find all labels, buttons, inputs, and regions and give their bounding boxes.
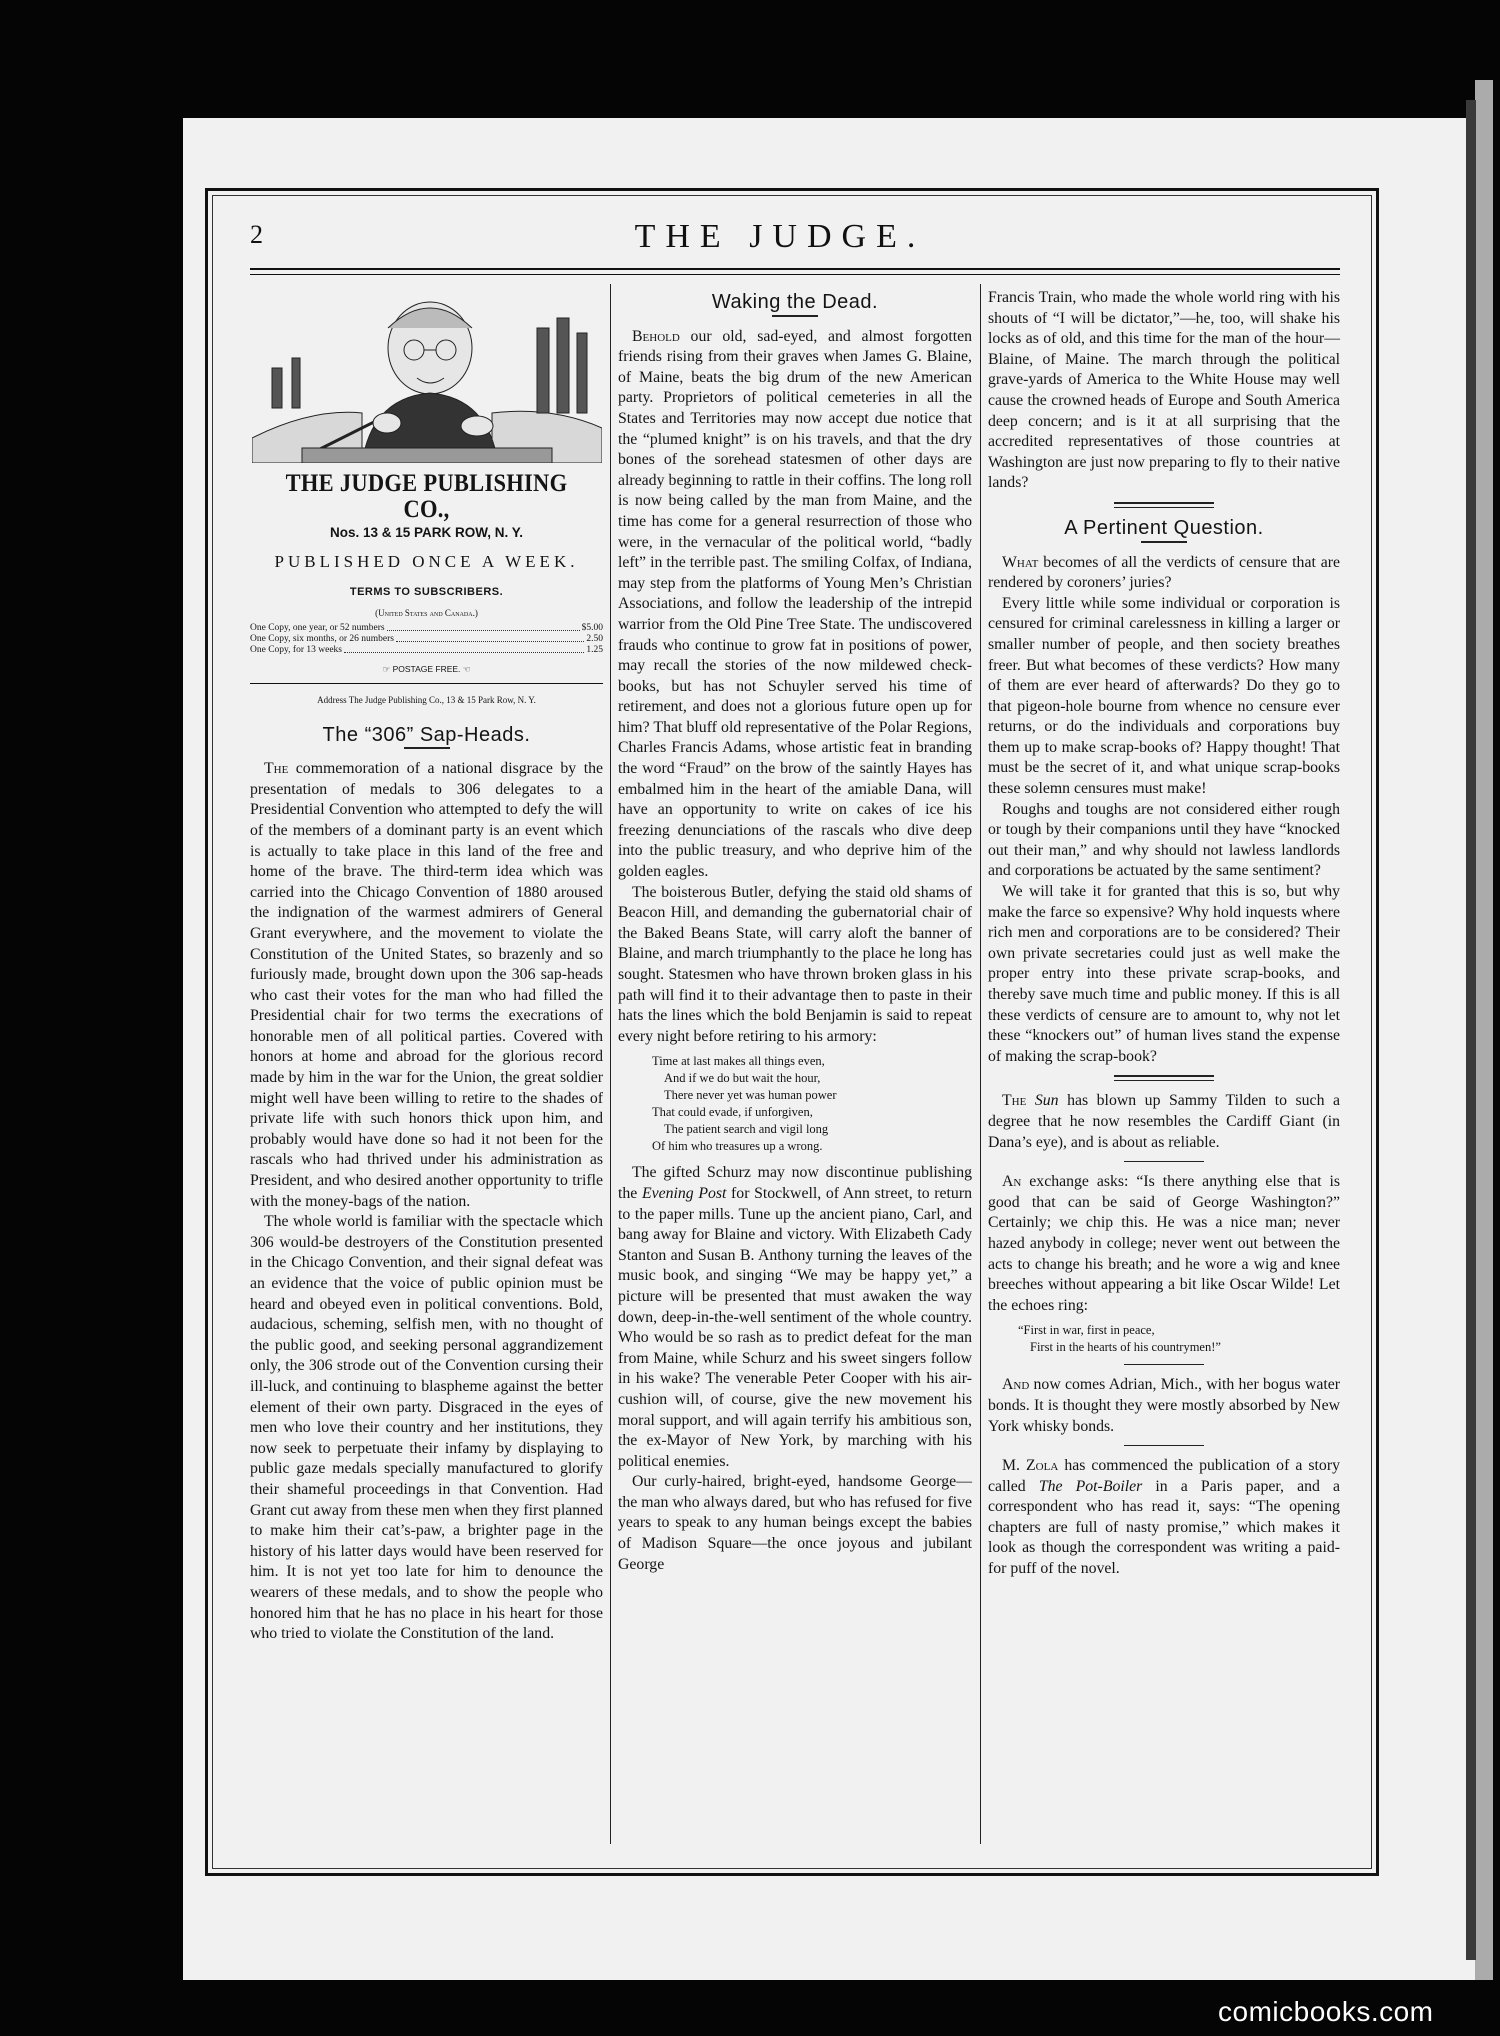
publisher-rule xyxy=(250,683,603,684)
column-3 xyxy=(988,288,1340,1580)
term-row xyxy=(250,623,603,634)
postage-notice: ☞ POSTAGE FREE. ☜ xyxy=(382,664,471,675)
term-label: One Copy, one year, or 52 numbers xyxy=(250,623,385,634)
poem: Time at last makes all things even, And if we do but wait the hour, There never yet was human power That could evade, if unforgiven, The patient search and vigil long Of him who treasures up a wrong. xyxy=(652,1054,837,1154)
verse: “First in war, first in peace, First in the hearts of his countrymen!” xyxy=(1018,1323,1221,1355)
article-paragraph: Francis Train, who made the whole world ring with his shouts of “I will be dictator,”—he, too, will shake his locks as of old, and this time for the man of the hour—Blaine, of Maine. The march through the political grave-yards of America to the White House may well cause the crowned heads of Europe and South America deep concern; and is it at all surprising that the accredited representatives of those countries at Washington are just now preparing to fly to their native lands? xyxy=(988,289,1340,492)
title-rule xyxy=(1141,541,1187,543)
site-watermark: comicbooks.com xyxy=(1218,1996,1434,2027)
article-title: Waking the Dead. xyxy=(711,291,879,313)
column-divider-1 xyxy=(610,284,611,1844)
terms-heading: TERMS TO SUBSCRIBERS. xyxy=(349,586,504,599)
term-price: 2.50 xyxy=(586,634,603,645)
column-2 xyxy=(618,288,972,1575)
section-rule xyxy=(1114,502,1214,508)
page-number: 2 xyxy=(250,220,263,249)
pointing-hand-icon: ☜ xyxy=(460,664,471,675)
term-label: One Copy, six months, or 26 numbers xyxy=(250,634,394,645)
term-row xyxy=(250,645,603,656)
publisher-name: THE JUDGE PUBLISHING CO., xyxy=(285,470,568,523)
article-paragraph: The whole world is familiar with the spectacle which 306 would-be destroyers of the Constitution presented in the Chicago Convention, and their signal defeat was an evidence that the voice of public opinion must be heard and obeyed even in political conventions. Bold, audacious, scheming, selfish men, with no thought of the public good, and seeking personal aggrandizement only, the 306 strode out of the Convention cursing their ill-luck, and continuing to blaspheme against the better element of their own party. Disgraced in the eyes of men who love their country and her institutions, they now seek to perpetuate their infamy by displaying to public gaze medals specially manufactured to glorify their shameful proceedings in that Convention. Had Grant cut away from these men when they first planned to make him their cat’s-paw, a brighter page in the history of his latter days would have been reserved for him. It is not yet too late for him to denounce the wearers of these medals, and to show the people who honored him that he has no place in his heart for those who tried to violate the Constitution of the land. xyxy=(250,1213,603,1643)
title-rule xyxy=(404,747,450,749)
term-price: 1.25 xyxy=(586,645,603,656)
brief-paragraph: And now comes Adrian, Mich., with her bogus water bonds. It is thought they were mostly absorbed by New York whisky bonds. xyxy=(988,1376,1340,1435)
column-divider-2 xyxy=(980,284,981,1844)
brief-paragraph: An exchange asks: “Is there anything else that is good that can be said of George Washington?” Certainly; we chip this. He was a nice man; never hazed anybody in college; never went out between the acts to change his breath; and he wore a wig and knee breeches without appearing a bit like Oscar Wilde! Let the echoes ring: xyxy=(988,1173,1340,1314)
article-paragraph: Roughs and toughs are not considered either rough or tough by their companions until they have “knocked out their man,” and why should not lawless landlords and corporations be actuated by the same sentiment? xyxy=(988,800,1340,880)
publisher-address-line: Address The Judge Publishing Co., 13 & 15 Park Row, N. Y. xyxy=(317,694,536,705)
article-paragraph: The boisterous Butler, defying the staid old shams of Beacon Hill, and demanding the gubernatorial chair of the Baked Beans State, will carry aloft the banner of Blaine, and march triumphantly to the place he long has sought. Statesmen who have thrown broken glass in his path will find it to their advantage then to paste in their hats the lines which the bold Benjamin is said to repeat every night before retiring to his armory: xyxy=(618,883,972,1045)
brief-paragraph: The Sun has blown up Sammy Tilden to such a degree that he now resembles the Cardiff Giant (in Dana’s eye), and is about as reliable. xyxy=(988,1092,1340,1151)
publisher-address: Nos. 13 & 15 PARK ROW, N. Y. xyxy=(329,525,524,540)
editor-cartoon-illustration xyxy=(252,288,602,463)
column-1 xyxy=(250,288,603,1645)
article-paragraph: What becomes of all the verdicts of censure that are rendered by coroners’ juries? xyxy=(988,553,1341,592)
article-paragraph: The gifted Schurz may now discontinue publishing the Evening Post for Stockwell, of Ann street, to return to the paper mills. Tune up the ancient piano, Carl, and bang away for Blaine and victory. With Elizabeth Cady Stanton and Susan B. Anthony turning the leaves of the music book, and singing “We may be happy yet,” a picture will be presented that must awaken the way down, deep-in-the-well sentiment of the whole country. Who would be so rash as to predict defeat for the man from Maine, while Schurz and his sweet singers follow in his wake? The venerable Peter Cooper with his air-cushion will, of course, give the new movement his moral support, and will again terrify his ambitious son, the ex-Mayor of New York, by marching with his political enemies. xyxy=(618,1164,972,1470)
article-paragraph: The commemoration of a national disgrace by the presentation of medals to 306 delegates to a Presidential Convention who attempted to defy the will of the members of a dominant party is an event which is actually to take place in this land of the free and home of the brave. The third-term idea which was carried into the Chicago Convention of 1880 aroused the indignation of the warmest admirers of General Grant everywhere, and the movement to violate the Constitution of the United States, so brazenly and so furiously made, brought down upon the 306 sap-heads who cast their votes for the man who had filled the Presidential chair for two terms the execrations of honorable men of all political parties. Covered with honors at home and abroad for the glorious record made by him in the war for the Union, the great soldier might well have been willing to retire to the shades of private life with such honors thick upon him, and probably would have done so had it not been for the rascals who had thrived under his administration as President, and who desired another opportunity to trifle with the money-bags of the nation. xyxy=(250,760,603,1210)
article-paragraph: Every little while some individual or corporation is censured for criminal carelessness in killing a larger or smaller number of people, and then society breathes freer. But what becomes of these verdicts? How many of them are ever heard of afterwards? Do they go to that pigeon-hole bourne from whence no censure ever returns, or do the individuals and corporations buy them up to make scrap-books of? Happy thought! That must be the secret of it, and what unique scrap-books these solemn censures must make! xyxy=(988,594,1340,798)
term-price: $5.00 xyxy=(581,623,603,634)
article-title: A Pertinent Question. xyxy=(1064,516,1264,539)
publication-frequency: PUBLISHED ONCE A WEEK. xyxy=(274,551,579,571)
brief-rule xyxy=(1124,1364,1204,1365)
pointing-hand-icon: ☞ xyxy=(382,664,393,675)
article-title: The “306” Sap-Heads. xyxy=(322,723,531,746)
article-paragraph: We will take it for granted that this is so, but why make the farce so expensive? Why hold inquests where rich men and corporations are to be considered? Their own private secretaries could just as well make the proper entry into these private scrap-books, and thereby save much time and public money. If this is all these verdicts of censure are to amount to, why not let these “knockers out” of human lives stand the expense of making the scrap-book? xyxy=(988,883,1340,1065)
page-binding-shadow xyxy=(1466,100,1476,1960)
term-label: One Copy, for 13 weeks xyxy=(250,645,342,656)
title-rule xyxy=(772,315,818,317)
terms-subheading: (United States and Canada.) xyxy=(375,607,478,618)
section-rule xyxy=(1114,1075,1214,1081)
masthead-rule xyxy=(250,268,1340,270)
masthead: THE JUDGE. xyxy=(634,218,926,255)
brief-rule xyxy=(1124,1161,1204,1162)
term-row xyxy=(250,634,603,645)
article-paragraph: Our curly-haired, bright-eyed, handsome George—the man who always dared, but who has refused for five years to speak to any human beings except the babies of Madison Square—the once joyous and jubilant George xyxy=(618,1473,973,1573)
article-paragraph: Behold our old, sad-eyed, and almost forgotten friends rising from their graves when James G. Blaine, of Maine, beats the big drum of the new American party. Proprietors of political cemeteries in all the States and Territories may now accept due notice that the “plumed knight” is on his travels, and that the dry bones of the sorehead statesmen of other days are already beginning to rattle in their coffins. The long roll is now being called by the man from Maine, and the time has come for a general resurrection of those who were, in the vernacular of the political world, “badly left” in the terrible past. The smiling Colfax, of Indiana, may step from the platforms of Young Men’s Christian Associations, and follow the leadership of the intrepid warrior from the Old Pine Tree State. The undiscovered frauds who continue to grow fat in positions of power, may recall the stories of the now mildewed check-books, but has not Schuyler served his time of retirement, and does not a glorious future open up for him? That bluff old representative of the Polar Regions, Charles Francis Adams, whose artistic feat in branding the word “Fraud” on the brow of the saintly Hayes has embalmed him in the heart of the amiable Dana, will have an opportunity to write on cakes of ice his freezing denunciations of the rascals who dive deep into the public treasury, and who deprive him of the golden eagles. xyxy=(618,327,973,881)
page-edge xyxy=(1475,80,1493,1980)
brief-paragraph: M. Zola has commenced the publication of a story called The Pot-Boiler in a Paris paper, and a correspondent who has read it, says: “The opening chapters are full of nasty promise,” which makes it look as though the correspondent was writing a paid-for puff of the novel. xyxy=(988,1457,1341,1578)
masthead-rule-thin xyxy=(250,274,1340,275)
brief-rule xyxy=(1124,1445,1204,1446)
